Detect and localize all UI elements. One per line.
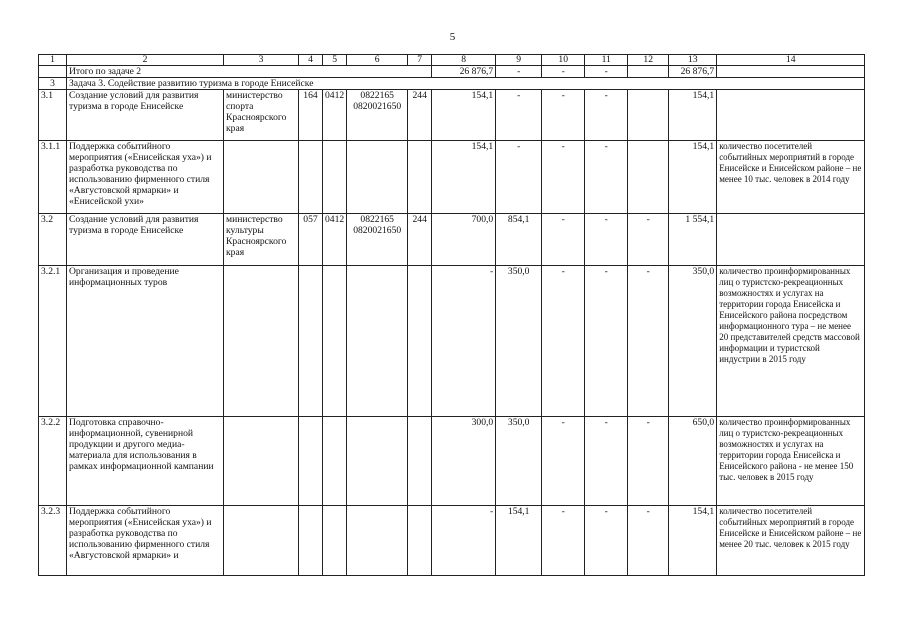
budget-table bbox=[38, 54, 865, 576]
row-c8: 700,0 bbox=[432, 214, 496, 266]
header-cell: 12 bbox=[628, 55, 669, 66]
row-name: Создание условий для развития туризма в городе Енисейске bbox=[67, 214, 224, 266]
row-c5: 0412 bbox=[323, 90, 347, 141]
row-c8: 154,1 bbox=[432, 90, 496, 141]
row-c13: 154,1 bbox=[669, 506, 717, 576]
task-row bbox=[39, 78, 865, 90]
row-c4 bbox=[299, 506, 323, 576]
total-c10: - bbox=[542, 66, 585, 78]
total-row bbox=[39, 66, 865, 78]
row-c7: 244 bbox=[408, 90, 432, 141]
row-c7: 244 bbox=[408, 214, 432, 266]
row-c8: - bbox=[432, 266, 496, 417]
row-c12: - bbox=[628, 506, 669, 576]
row-c5 bbox=[323, 506, 347, 576]
row-c12 bbox=[628, 90, 669, 141]
row-c9: - bbox=[496, 90, 542, 141]
row-c13: 350,0 bbox=[669, 266, 717, 417]
table-row bbox=[39, 90, 865, 141]
row-c9: 350,0 bbox=[496, 266, 542, 417]
row-c4: 164 bbox=[299, 90, 323, 141]
row-c6 bbox=[347, 417, 408, 506]
row-c13: 650,0 bbox=[669, 417, 717, 506]
row-c7 bbox=[408, 506, 432, 576]
total-c8: 26 876,7 bbox=[432, 66, 496, 78]
row-c13: 154,1 bbox=[669, 141, 717, 214]
row-ministry bbox=[224, 141, 299, 214]
row-c6: 0822165 0820021650 bbox=[347, 90, 408, 141]
table-row bbox=[39, 266, 865, 417]
row-c4 bbox=[299, 266, 323, 417]
row-c7 bbox=[408, 141, 432, 214]
row-c6 bbox=[347, 141, 408, 214]
row-c10: - bbox=[542, 506, 585, 576]
header-row bbox=[39, 55, 865, 66]
total-label: Итого по задаче 2 bbox=[67, 66, 432, 78]
row-c6 bbox=[347, 506, 408, 576]
row-c8: 154,1 bbox=[432, 141, 496, 214]
table-row bbox=[39, 417, 865, 506]
row-c4 bbox=[299, 141, 323, 214]
row-c11: - bbox=[585, 214, 628, 266]
row-c10: - bbox=[542, 214, 585, 266]
page-number: 5 bbox=[449, 31, 456, 43]
row-c5 bbox=[323, 141, 347, 214]
row-c10: - bbox=[542, 141, 585, 214]
row-c9: - bbox=[496, 141, 542, 214]
table-row bbox=[39, 141, 865, 214]
row-result bbox=[717, 90, 865, 141]
row-number: 3.1 bbox=[39, 90, 67, 141]
row-name: Поддержка событийного мероприятия («Енисейская уха») и разработка руководства по использованию фирменного стиля «Августовской ярмарки» и bbox=[67, 506, 224, 576]
row-number: 3.2.3 bbox=[39, 506, 67, 576]
row-c8: 300,0 bbox=[432, 417, 496, 506]
row-c12: - bbox=[628, 214, 669, 266]
row-c12: - bbox=[628, 266, 669, 417]
row-name: Организация и проведение информационных туров bbox=[67, 266, 224, 417]
row-number: 3.2.1 bbox=[39, 266, 67, 417]
row-c11: - bbox=[585, 90, 628, 141]
row-c12 bbox=[628, 141, 669, 214]
row-c7 bbox=[408, 417, 432, 506]
row-name: Создание условий для развития туризма в городе Енисейске bbox=[67, 90, 224, 141]
total-c11: - bbox=[585, 66, 628, 78]
row-c5 bbox=[323, 266, 347, 417]
row-c4 bbox=[299, 417, 323, 506]
task-number: 3 bbox=[39, 78, 67, 90]
total-c13: 26 876,7 bbox=[669, 66, 717, 78]
header-cell: 11 bbox=[585, 55, 628, 66]
row-c5: 0412 bbox=[323, 214, 347, 266]
row-c9: 350,0 bbox=[496, 417, 542, 506]
row-result: количество проинформированных лиц о туристско-рекреационных возможностях и услугах на территории города Енисейска и Енисейского района посредством информационного тура – не менее 20 представителей средств массовой информации и туристской индустрии в 2015 году bbox=[717, 266, 865, 417]
row-c13: 154,1 bbox=[669, 90, 717, 141]
row-ministry bbox=[224, 417, 299, 506]
row-result: количество посетителей событийных мероприятий в городе Енисейске и Енисейском районе – не менее 10 тыс. человек в 2014 году bbox=[717, 141, 865, 214]
row-c5 bbox=[323, 417, 347, 506]
row-c7 bbox=[408, 266, 432, 417]
header-cell: 10 bbox=[542, 55, 585, 66]
row-c9: 854,1 bbox=[496, 214, 542, 266]
row-ministry: министерство спорта Красноярского края bbox=[224, 90, 299, 141]
row-c11: - bbox=[585, 417, 628, 506]
row-c11: - bbox=[585, 506, 628, 576]
row-ministry: министерство культуры Красноярского края bbox=[224, 214, 299, 266]
row-c13: 1 554,1 bbox=[669, 214, 717, 266]
header-cell: 4 bbox=[299, 55, 323, 66]
row-c6: 0822165 0820021650 bbox=[347, 214, 408, 266]
header-cell: 1 bbox=[39, 55, 67, 66]
header-cell: 6 bbox=[347, 55, 408, 66]
row-c4: 057 bbox=[299, 214, 323, 266]
header-cell: 14 bbox=[717, 55, 865, 66]
row-number: 3.1.1 bbox=[39, 141, 67, 214]
header-cell: 2 bbox=[67, 55, 224, 66]
row-c10: - bbox=[542, 417, 585, 506]
row-ministry bbox=[224, 266, 299, 417]
row-number: 3.2 bbox=[39, 214, 67, 266]
header-cell: 8 bbox=[432, 55, 496, 66]
row-number: 3.2.2 bbox=[39, 417, 67, 506]
row-c6 bbox=[347, 266, 408, 417]
header-cell: 7 bbox=[408, 55, 432, 66]
header-cell: 13 bbox=[669, 55, 717, 66]
row-ministry bbox=[224, 506, 299, 576]
header-cell: 9 bbox=[496, 55, 542, 66]
table-row bbox=[39, 506, 865, 576]
row-result: количество проинформированных лиц о туристско-рекреационных возможностях и услугах на территории города Енисейска и Енисейского района - не менее 150 тыс. человек в 2015 году bbox=[717, 417, 865, 506]
row-result: количество посетителей событийных мероприятий в городе Енисейске и Енисейском районе – не менее 20 тыс. человек к 2015 году bbox=[717, 506, 865, 576]
row-name: Поддержка событийного мероприятия («Енисейская уха») и разработка руководства по использованию фирменного стиля «Августовской ярмарки» и «Енисейской ухи» bbox=[67, 141, 224, 214]
row-c9: 154,1 bbox=[496, 506, 542, 576]
row-c10: - bbox=[542, 90, 585, 141]
row-name: Подготовка справочно-информационной, сувенирной продукции и другого медиа-материала для использования в рамках информационной кампании bbox=[67, 417, 224, 506]
header-cell: 5 bbox=[323, 55, 347, 66]
row-c12: - bbox=[628, 417, 669, 506]
row-result bbox=[717, 214, 865, 266]
table-row bbox=[39, 214, 865, 266]
row-c11: - bbox=[585, 141, 628, 214]
header-cell: 3 bbox=[224, 55, 299, 66]
task-title: Задача 3. Содействие развитию туризма в городе Енисейске bbox=[67, 78, 865, 90]
total-c9: - bbox=[496, 66, 542, 78]
row-c11: - bbox=[585, 266, 628, 417]
row-c10: - bbox=[542, 266, 585, 417]
row-c8: - bbox=[432, 506, 496, 576]
